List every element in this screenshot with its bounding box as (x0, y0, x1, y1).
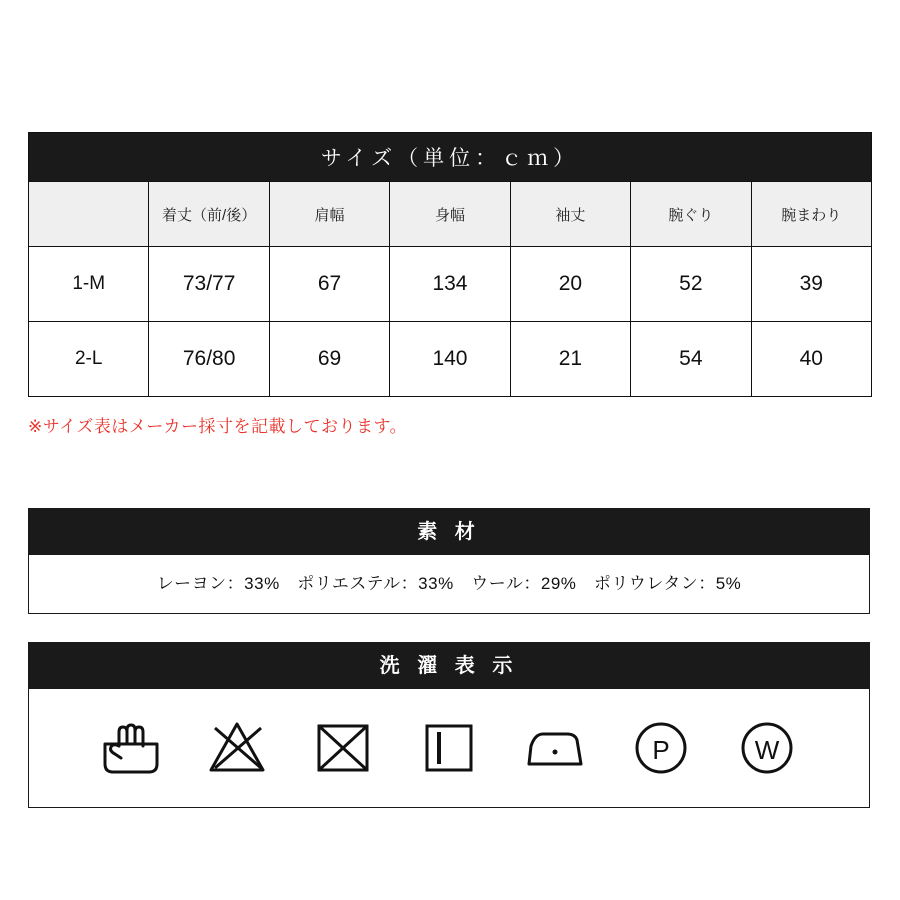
size-header-cell-1: 着丈（前/後） (149, 182, 269, 247)
size-header-cell-6: 腕まわり (751, 182, 871, 247)
svg-text:P: P (652, 735, 670, 765)
material-composition-text: レーヨン：33% ポリエステル：33% ウール：29% ポリウレタン：5% (29, 555, 869, 613)
size-table-header-row (29, 182, 872, 247)
size-header-cell-2: 肩幅 (269, 182, 389, 247)
size-table-title: サイズ（単位：ｃｍ） (29, 133, 872, 182)
no-tumble-dry-icon (310, 715, 376, 781)
hand-wash-icon (98, 715, 164, 781)
size-header-cell-3: 身幅 (390, 182, 510, 247)
material-section-title: 素 材 (29, 509, 869, 555)
size-header-cell-0 (29, 182, 149, 247)
size-header-cell-4: 袖丈 (510, 182, 630, 247)
care-section (28, 642, 870, 808)
size-row-0-value-4: 52 (631, 247, 751, 322)
material-section (28, 508, 870, 614)
size-table (28, 132, 872, 397)
size-row-0-value-1: 67 (269, 247, 389, 322)
size-header-cell-5: 腕ぐり (631, 182, 751, 247)
size-row-0-value-5: 39 (751, 247, 871, 322)
dry-clean-p-icon (628, 715, 694, 781)
table-row (29, 247, 872, 322)
size-row-1-label: 2-L (29, 322, 149, 397)
wet-clean-w-icon (734, 715, 800, 781)
size-table-note: ※サイズ表はメーカー採寸を記載しております。 (28, 417, 408, 436)
care-icon-row (29, 689, 869, 807)
line-dry-icon (416, 715, 482, 781)
size-row-1-value-3: 21 (510, 322, 630, 397)
care-section-title: 洗 濯 表 示 (29, 643, 869, 689)
size-row-0-value-2: 134 (390, 247, 510, 322)
size-row-0-label: 1-M (29, 247, 149, 322)
size-row-0-value-0: 73/77 (149, 247, 269, 322)
size-row-1-value-5: 40 (751, 322, 871, 397)
svg-text:W: W (754, 735, 780, 765)
size-row-1-value-4: 54 (631, 322, 751, 397)
size-row-0-value-3: 20 (510, 247, 630, 322)
size-row-1-value-1: 69 (269, 322, 389, 397)
size-row-1-value-2: 140 (390, 322, 510, 397)
iron-low-icon (522, 715, 588, 781)
no-bleach-icon (204, 715, 270, 781)
size-row-1-value-0: 76/80 (149, 322, 269, 397)
table-row (29, 322, 872, 397)
